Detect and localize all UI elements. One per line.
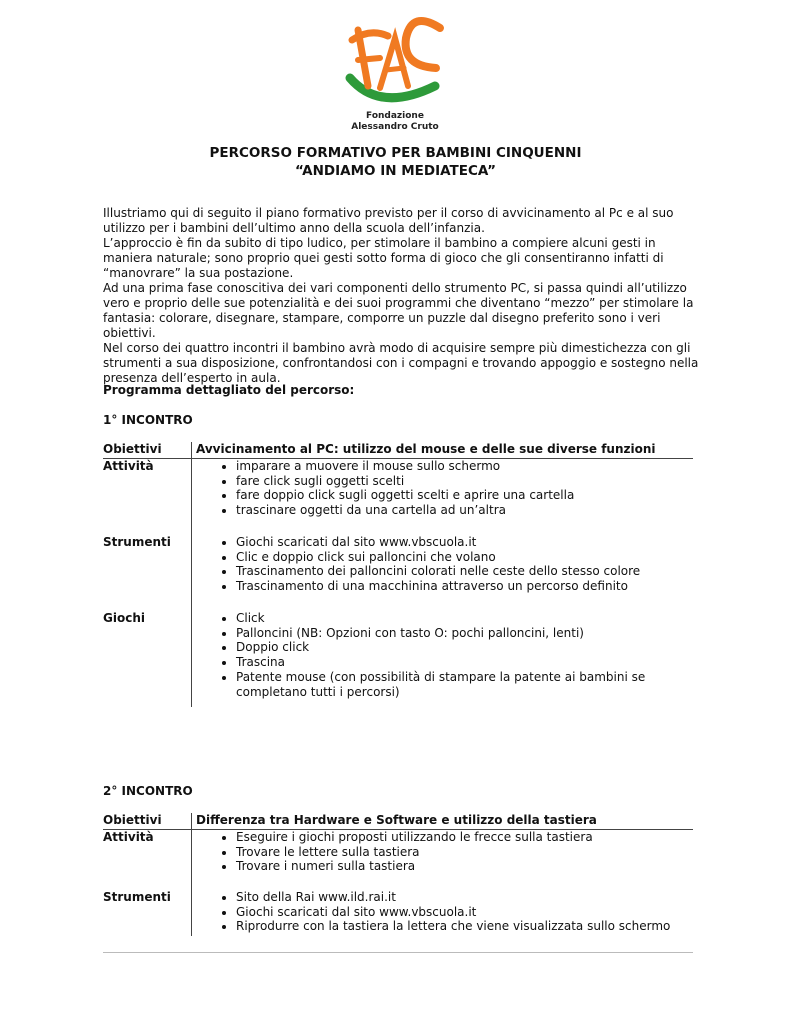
program-heading: Programma dettagliato del percorso: [103,383,355,397]
org-line1: Fondazione [366,111,424,121]
obiettivi-label: Obiettivi [103,813,192,829]
intro-paragraph: L’approccio è fin da subito di tipo ludico, per stimolare il bambino a compiere alcuni gesti in maniera naturale; sono proprio quei gesti sotto forma di gioco che gli consentiranno infatti di “manovrare” la sua postazione. [103,236,664,280]
list-item: • Clic e doppio click sui palloncini che volano [236,550,689,565]
list-item: • Trascinamento dei palloncini colorati nelle ceste dello stesso colore [236,564,689,579]
attivita-list-cell [192,829,694,890]
strumenti-label: Strumenti [103,535,192,611]
list-item: • trascinare oggetti da una cartella ad un’altra [236,503,689,518]
list-item: • Trovare le lettere sulla tastiera [236,845,689,860]
page-title: PERCORSO FORMATIVO PER BAMBINI CINQUENNI [209,145,582,161]
incontro2-table [103,813,693,936]
list-item: • Giochi scaricati dal sito www.vbscuola.it [236,535,689,550]
page-subtitle: “ANDIAMO IN MEDIATECA” [295,163,496,179]
list-item: • Trovare i numeri sulla tastiera [236,859,689,874]
list-item: • fare doppio click sugli oggetti scelti e aprire una cartella [236,488,689,503]
intro-text [103,206,703,386]
strumenti-list [196,535,689,594]
attivita-list-cell [192,458,694,535]
list-item: • Trascinamento di una macchinina attraverso un percorso definito [236,579,689,594]
list-item: • Doppio click [236,640,689,655]
incontro2-heading: 2° INCONTRO [103,784,193,798]
fac-logo-icon [340,8,450,118]
attivita-list [196,459,689,518]
incontro1-table [103,442,693,707]
org-name [330,111,460,133]
attivita-label: Attività [103,458,192,535]
table-row [103,458,693,535]
list-item: • Sito della Rai www.ild.rai.it [236,890,689,905]
list-item: • Giochi scaricati dal sito www.vbscuola.it [236,905,689,920]
list-item: • Patente mouse (con possibilità di stampare la patente ai bambini se completano tutti i percorsi) [236,670,689,700]
attivita-list [196,830,689,874]
table-row [103,611,693,707]
list-item: • fare click sugli oggetti scelti [236,474,689,489]
incontro1-heading: 1° INCONTRO [103,413,193,427]
footer-divider [103,952,693,953]
table-row [103,535,693,611]
obiettivi-text: Differenza tra Hardware e Software e utilizzo della tastiera [192,813,694,829]
org-line2: Alessandro Cruto [351,122,439,132]
strumenti-list-cell [192,535,694,611]
strumenti-label: Strumenti [103,890,192,936]
list-item: • Riprodurre con la tastiera la lettera che viene visualizzata sullo schermo [236,919,689,934]
intro-paragraph: Nel corso dei quattro incontri il bambino avrà modo di acquisire sempre più dimestichezza con gli strumenti a sua disposizione, confrontandosi con i compagni e trovando appoggio e sostegno nella presenza dell’esperto in aula. [103,341,699,385]
obiettivi-text: Avvicinamento al PC: utilizzo del mouse e delle sue diverse funzioni [192,442,694,458]
obiettivi-label: Obiettivi [103,442,192,458]
giochi-list [196,611,689,700]
attivita-label: Attività [103,829,192,890]
giochi-label: Giochi [103,611,192,707]
strumenti-list-cell [192,890,694,936]
table-row [103,890,693,936]
table-row [103,829,693,890]
table-row [103,813,693,829]
list-item: • Eseguire i giochi proposti utilizzando le frecce sulla tastiera [236,830,689,845]
intro-paragraph: Ad una prima fase conoscitiva dei vari componenti dello strumento PC, si passa quindi all’utilizzo vero e proprio delle sue potenzialità e dei suoi programmi che diventano “mezzo” per stimolare la fantasia: colorare, disegnare, stampare, comporre un puzzle dal disegno preferito sono i veri obiettivi. [103,281,694,340]
giochi-list-cell [192,611,694,707]
list-item: • Click [236,611,689,626]
strumenti-list [196,890,689,934]
list-item: • imparare a muovere il mouse sullo schermo [236,459,689,474]
table-row [103,442,693,458]
list-item: • Trascina [236,655,689,670]
intro-paragraph: Illustriamo qui di seguito il piano formativo previsto per il corso di avvicinamento al Pc e al suo utilizzo per i bambini dell’ultimo anno della scuola dell’infanzia. [103,206,674,235]
list-item: • Palloncini (NB: Opzioni con tasto O: pochi palloncini, lenti) [236,626,689,641]
